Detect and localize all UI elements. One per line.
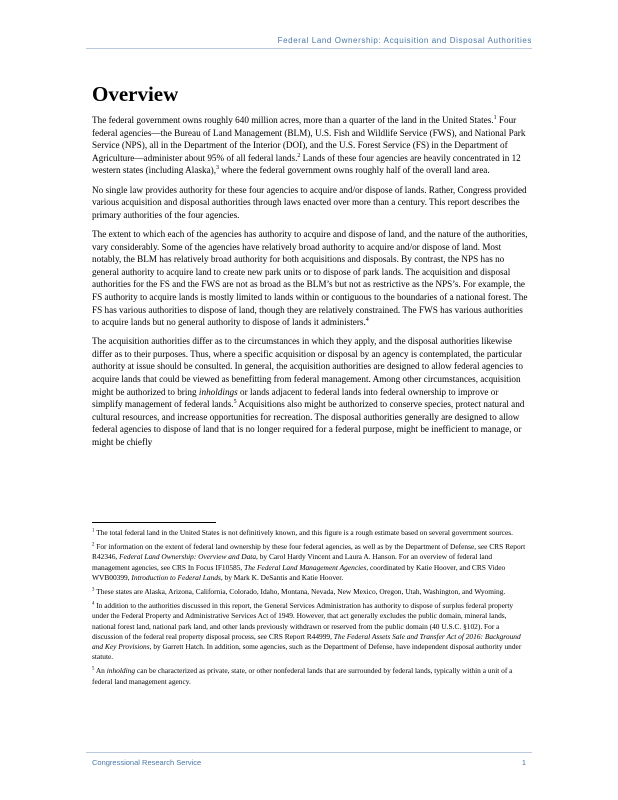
running-header: Federal Land Ownership: Acquisition and Disposal Authorities [277, 36, 532, 45]
italic-text: The Federal Assets Sale and Transfer Act of 2016: Background and Key Provisions [92, 631, 521, 652]
text-run: , by Carol Hardy Vincent and Laura A. Hanson. For an overview of federal land management agencies, see CRS In Focus IF10585, [92, 552, 493, 572]
footnote [92, 528, 528, 538]
text-run: , by Mark K. DeSantis and Katie Hoover. [220, 572, 344, 582]
footnote [92, 587, 528, 597]
section-title: Overview [92, 82, 179, 106]
body-text [92, 114, 528, 455]
footnote-divider [92, 522, 216, 523]
text-run: , by Garrett Hatch. In addition, some agencies, such as the Department of Defense, have independent disposal authority under statute. [92, 642, 522, 662]
text-run: can be characterized as private, state, or other nonfederal lands that are surrounded by federal lands, typically within a unit of a federal land management agency. [92, 666, 513, 686]
paragraph [92, 228, 528, 329]
text-run: The federal government owns roughly 640 million acres, more than a quarter of the land in the United States. [92, 115, 494, 125]
text-run: An [94, 666, 107, 676]
text-run: Four federal agencies—the Bureau of Land Management (BLM), U.S. Fish and Wildlife Service (FWS), and National Park Service (NPS), all in the Department of the Interior (DOI), and the U.S. Forest Service (FS) in the Department of Agriculture—administer about 95% of all federal lands. [92, 115, 526, 163]
text-run: The extent to which each of the agencies has authority to acquire and dispose of land, and the nature of the authorities, vary considerably. Some of the agencies have relatively broad authority to acquire and/or dispose of land. Most notably, the BLM has relatively broad authority for both acquisitions and disposals. By contrast, the NPS has no general authority to acquire land to create new park units or to dispose of park lands. The acquisition and disposal authorities for the FS and the FWS are not as broad as the BLM’s but not as restrictive as the NPS’s. For example, the FS authority to acquire lands is mostly limited to lands within or contiguous to the boundaries of a national forest. The FS has various authorities to dispose of land, though they are relatively constrained. The FWS has various authorities to acquire lands but no general authority to dispose of lands it administers. [92, 228, 528, 328]
footnote-ref: 4 [92, 601, 95, 607]
footer-divider [86, 752, 532, 753]
paragraph [92, 335, 528, 448]
italic-text: inholding [106, 666, 136, 676]
italic-text: The Federal Land Management Agencies [244, 562, 367, 572]
paragraph [92, 184, 528, 222]
footnote-ref: 1 [493, 114, 497, 121]
footnote-ref: 3 [216, 165, 219, 172]
italic-text: Federal Land Ownership: Overview and Data [119, 552, 257, 562]
footnote-ref: 2 [297, 152, 301, 159]
text-run: where the federal government owns roughly half of the overall land area. [218, 165, 490, 176]
text-run: In addition to the authorities discussed in this report, the General Services Administration has authority to dispose of surplus federal property under the Federal Property and Administrative Services Act of 1949. However, that act generally excludes the public domain, mineral lands, national forest land, national park land, and other lands previously withdrawn or reserved from the public domain (40 U.S.C. §102). For a discussion of the federal real property disposal process, see CRS Report R44999, [92, 601, 514, 641]
header-divider [86, 48, 532, 49]
text-run: Lands of these four agencies are heavily concentrated in 12 western states (including Alaska), [92, 152, 521, 176]
footnote-ref: 4 [365, 317, 369, 324]
footnote [92, 601, 528, 662]
text-run: , coordinated by Katie Hoover, and CRS Video WVB00399, [92, 562, 506, 582]
text-run: These states are Alaska, Arizona, California, Colorado, Idaho, Montana, Nevada, New Mexico, Oregon, Utah, Washington, and Wyoming. [94, 587, 506, 597]
footnote-ref: 1 [92, 528, 95, 534]
paragraph [92, 114, 528, 177]
text-run: Acquisitions also might be authorized to conserve species, protect natural and cultural resources, and increase opportunities for recreation. The disposal authorities generally are designed to allow federal agencies to dispose of land that is no longer required for a federal purpose, might be inefficient to manage, or might be chiefly [92, 399, 525, 448]
footnote [92, 542, 528, 583]
page-number: 1 [521, 758, 526, 767]
text-run: No single law provides authority for these four agencies to acquire and/or dispose of lands. Rather, Congress provided various acquisition and disposal authorities through laws enacted over more than a century. This report describes the primary authorities of the four agencies. [92, 184, 527, 220]
footnote-ref: 3 [92, 587, 95, 593]
footer-org-name: Congressional Research Service [92, 758, 202, 767]
footnote [92, 666, 528, 686]
text-run: or lands adjacent to federal lands into federal ownership to improve or simplify management of federal lands. [92, 386, 499, 410]
footnote-ref: 5 [233, 399, 237, 406]
footnote-ref: 2 [92, 542, 95, 548]
text-run: The acquisition authorities differ as to the circumstances in which they apply, and the disposal authorities likewise differ as to their purposes. Thus, where a specific acquisition or disposal by an agency is contemplated, the particular authority at issue should be consulted. In general, the acquisition authorities are designed to allow federal agencies to acquire lands that could be viewed as benefitting from federal management. Among other circumstances, acquisition might be authorized to bring [92, 336, 523, 397]
footnote-ref: 5 [92, 666, 95, 672]
footnotes [92, 528, 528, 691]
italic-text: inholdings [198, 386, 238, 397]
text-run: For information on the extent of federal land ownership by these four federal agencies, as well as by the Department of Defense, see CRS Report R42346, [92, 542, 526, 562]
text-run: The total federal land in the United States is not definitively known, and this figure is a rough estimate based on several government sources. [94, 528, 513, 537]
italic-text: Introduction to Federal Lands [131, 572, 221, 582]
